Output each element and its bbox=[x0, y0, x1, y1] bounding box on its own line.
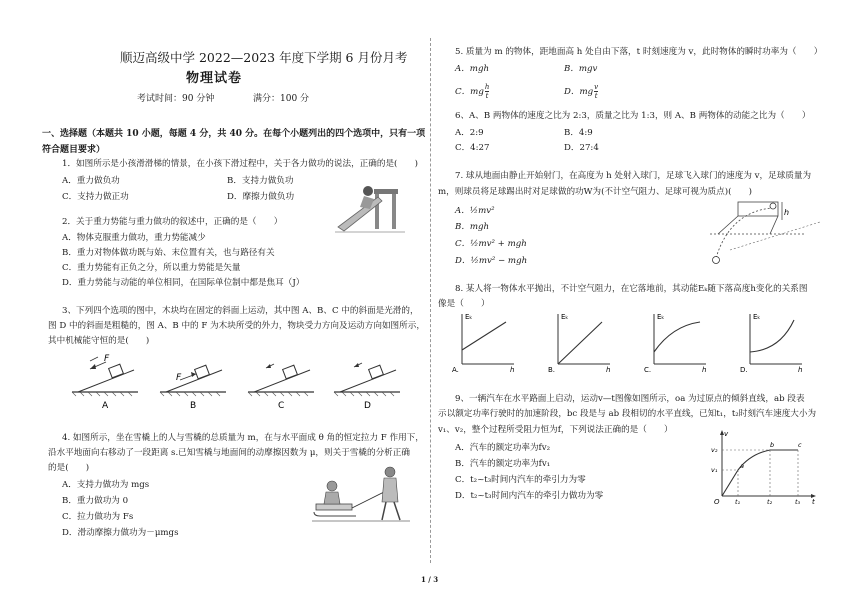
svg-text:B.: B. bbox=[548, 366, 556, 374]
svg-text:A: A bbox=[102, 401, 109, 411]
q6-stem: 6、A、B 两物体的速度之比为 2:3，质量之比为 1:3，则 A、B 两物体的动能之比为（ ） bbox=[455, 111, 811, 121]
page-number: 1 / 3 bbox=[421, 575, 439, 584]
svg-text:Eₖ: Eₖ bbox=[753, 313, 761, 321]
section-heading-cont: 符合题目要求） bbox=[42, 145, 106, 155]
exam-score: 满分：100 分 bbox=[253, 94, 310, 104]
q2-stem: 2．关于重力势能与重力做功的叙述中，正确的是（ ） bbox=[62, 217, 283, 227]
svg-text:B: B bbox=[190, 401, 197, 411]
svg-text:F: F bbox=[176, 373, 182, 383]
q9-option-b[interactable]: B．汽车的额定功率为fv₁ bbox=[455, 459, 551, 469]
svg-text:C.: C. bbox=[644, 366, 652, 374]
q5-option-b[interactable]: B．mgv bbox=[564, 64, 598, 74]
q9-option-a[interactable]: A．汽车的额定功率为fv₂ bbox=[455, 443, 551, 453]
goal-figure bbox=[710, 192, 830, 270]
exam-time: 考试时间：90 分钟 bbox=[137, 94, 215, 104]
svg-text:A.: A. bbox=[452, 366, 459, 374]
incline-d bbox=[334, 363, 400, 411]
right-column bbox=[430, 0, 860, 607]
svg-text:h: h bbox=[798, 366, 803, 374]
q3-stem-3: 其中机械能守恒的是( ) bbox=[48, 336, 150, 346]
q3-stem: 3、下列四个选项的图中，木块均在固定的斜面上运动，其中图 A、B、C 中的斜面是光滑的， bbox=[62, 306, 419, 316]
incline-a bbox=[72, 354, 138, 411]
q5-option-d[interactable]: D．mg $\frac{v}{t}$ bbox=[564, 83, 599, 100]
svg-text:v₁: v₁ bbox=[711, 466, 718, 474]
q4-option-d[interactable]: D．滑动摩擦力做功为－μmgs bbox=[62, 528, 179, 538]
q4-stem: 4. 如图所示，坐在雪橇上的人与雪橇的总质量为 m，在与水平面成 θ 角的恒定拉力 F 作用下， bbox=[62, 433, 424, 443]
slide-figure bbox=[330, 177, 410, 235]
svg-text:F: F bbox=[104, 354, 110, 364]
svg-text:D: D bbox=[364, 401, 371, 411]
ek-graphs bbox=[450, 310, 820, 374]
q4-option-b[interactable]: B．重力做功为 0 bbox=[62, 496, 129, 506]
q2-option-d[interactable]: D．重力势能与动能的单位相同，在国际单位制中都是焦耳（J） bbox=[62, 278, 305, 288]
q7-option-c[interactable]: C．½mv² + mgh bbox=[455, 239, 527, 249]
svg-text:Eₖ: Eₖ bbox=[657, 313, 665, 321]
section-heading: 一、选择题（本题共 10 小题，每题 4 分，共 40 分。在每个小题列出的四个选项中，只有一项 bbox=[42, 129, 426, 139]
exam-title: 顺迈高级中学 2022—2023 年度下学期 6 月份月考 bbox=[120, 50, 408, 65]
q9-option-d[interactable]: D．t₂~t₃时间内汽车的牵引力做功为零 bbox=[455, 491, 604, 501]
q6-option-a[interactable]: A．2:9 bbox=[455, 128, 484, 138]
incline-figures bbox=[68, 352, 413, 414]
q1-option-b[interactable]: B．支持力做负功 bbox=[227, 176, 294, 186]
q5-option-a[interactable]: A．mgh bbox=[455, 64, 489, 74]
q1-option-c[interactable]: C．支持力做正功 bbox=[62, 192, 129, 202]
svg-text:t: t bbox=[812, 498, 815, 504]
q1-option-d[interactable]: D．摩擦力做负功 bbox=[227, 192, 295, 202]
q7-option-a[interactable]: A．½mv² bbox=[455, 206, 495, 216]
svg-text:h: h bbox=[702, 366, 707, 374]
ek-graph-d bbox=[740, 313, 802, 374]
svg-text:C: C bbox=[278, 401, 285, 411]
q9-stem-3: v₁、v₂，整个过程所受阻力恒为f，下列说法正确的是（ ） bbox=[438, 425, 673, 435]
svg-text:h: h bbox=[510, 366, 515, 374]
svg-text:b: b bbox=[770, 441, 775, 449]
q6-option-d[interactable]: D．27:4 bbox=[564, 143, 599, 153]
q6-option-c[interactable]: C．4:27 bbox=[455, 143, 490, 153]
svg-text:v₂: v₂ bbox=[711, 446, 718, 454]
q2-option-a[interactable]: A．物体克服重力做功，重力势能减少 bbox=[62, 233, 206, 243]
svg-text:h: h bbox=[606, 366, 611, 374]
q4-stem-2: 沿水平地面向右移动了一段距离 s.已知雪橇与地面间的动摩擦因数为 μ，则关于雪橇的分析正确 bbox=[48, 448, 410, 458]
q1-stem: 1．如图所示是小孩滑滑梯的情景，在小孩下滑过程中，关于各力做功的说法，正确的是( ) bbox=[62, 159, 418, 169]
incline-c bbox=[248, 364, 314, 411]
q8-stem-2: 像是（ ） bbox=[438, 299, 490, 309]
svg-text:c: c bbox=[798, 441, 802, 449]
q1-option-a[interactable]: A．重力做负功 bbox=[62, 176, 120, 186]
q6-option-b[interactable]: B．4:9 bbox=[564, 128, 593, 138]
q9-option-c[interactable]: C．t₂~t₃时间内汽车的牵引力为零 bbox=[455, 475, 586, 485]
q5-option-c[interactable]: C．mg $\frac{h}{t}$ bbox=[455, 83, 490, 100]
svg-text:t₂: t₂ bbox=[767, 498, 773, 504]
svg-text:h: h bbox=[784, 208, 790, 217]
ek-graph-c bbox=[644, 313, 706, 374]
svg-text:a: a bbox=[740, 462, 744, 470]
ek-graph-a bbox=[452, 313, 514, 374]
incline-b bbox=[160, 365, 226, 411]
vt-graph bbox=[710, 428, 820, 504]
sled-figure bbox=[312, 464, 412, 530]
svg-text:Eₖ: Eₖ bbox=[465, 313, 473, 321]
q4-option-a[interactable]: A．支持力做功为 mgs bbox=[62, 480, 150, 490]
ek-graph-b bbox=[548, 313, 610, 374]
svg-text:t₃: t₃ bbox=[795, 498, 801, 504]
q4-stem-3: 的是( ) bbox=[48, 463, 90, 473]
q3-stem-2: 图 D 中的斜面是粗糙的，图 A、B 中的 F 为木块所受的外力，物块受力方向及运动方向如图所示， bbox=[48, 321, 425, 331]
svg-text:Eₖ: Eₖ bbox=[561, 313, 569, 321]
q7-stem: 7. 球从地面由静止开始射门，在高度为 h 处射入球门，足球飞入球门的速度为 v，足球质量为 bbox=[455, 171, 812, 181]
q2-option-c[interactable]: C．重力势能有正负之分，所以重力势能是矢量 bbox=[62, 263, 241, 273]
svg-text:D.: D. bbox=[740, 366, 748, 374]
svg-text:t₁: t₁ bbox=[735, 498, 741, 504]
q9-stem: 9、一辆汽车在水平路面上启动，运动v—t图像如图所示，oa 为过原点的倾斜直线，ab 段表 bbox=[455, 394, 805, 404]
q2-option-b[interactable]: B．重力对物体做功既与始、末位置有关，也与路径有关 bbox=[62, 248, 275, 258]
q7-option-d[interactable]: D．½mv² − mgh bbox=[455, 256, 528, 266]
q7-option-b[interactable]: B．mgh bbox=[455, 222, 490, 232]
svg-text:O: O bbox=[714, 498, 720, 504]
q7-stem-2: m，则球员将足球踢出时对足球做的功W为(不计空气阻力、足球可视为质点)( ) bbox=[438, 187, 752, 197]
q5-stem: 5. 质量为 m 的物体，距地面高 h 处自由下落，t 时刻速度为 v，此时物体的瞬时功率为（ ） bbox=[455, 47, 823, 57]
q4-option-c[interactable]: C．拉力做功为 Fs bbox=[62, 512, 134, 522]
exam-subtitle: 物理试卷 bbox=[186, 71, 243, 86]
q9-stem-2: 示以额定功率行驶时的加速阶段，bc 段是与 ab 段相切的水平直线，已知t₁，t₂时刻汽车速度大小为 bbox=[438, 409, 817, 419]
q8-stem: 8. 某人将一物体水平抛出，不计空气阻力，在它落地前，其动能Eₖ随下落高度h变化的关系图 bbox=[455, 284, 808, 294]
svg-text:v: v bbox=[724, 430, 729, 438]
